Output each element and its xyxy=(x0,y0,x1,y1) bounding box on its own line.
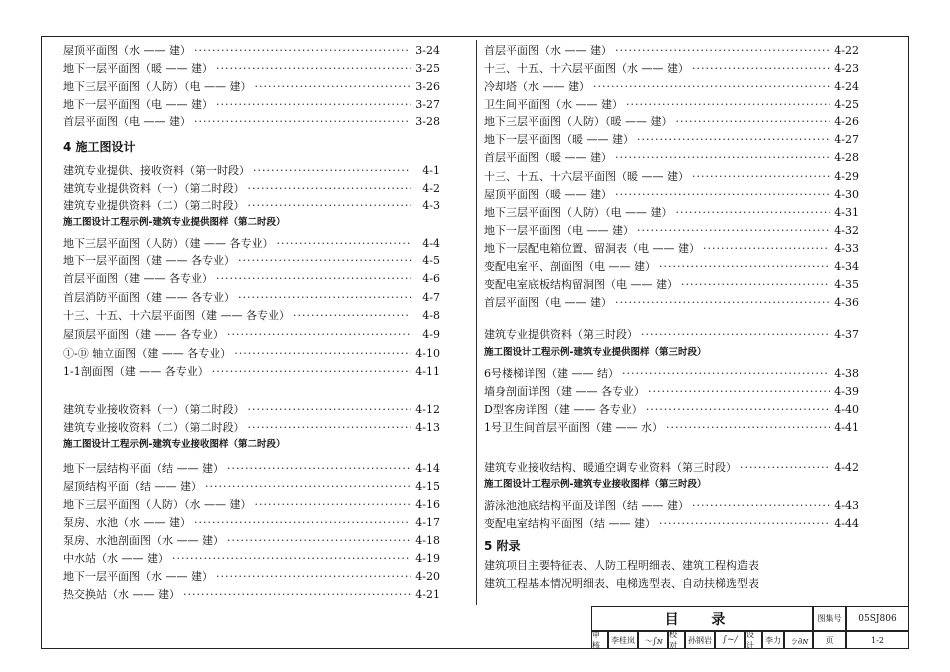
design-signature: ㄅ∂ɴ xyxy=(784,631,813,649)
toc-entry-title: 十三、十五、十六层平面图（建 —— 各专业） xyxy=(63,309,290,322)
dot-leader xyxy=(615,44,830,58)
toc-entry xyxy=(484,151,859,165)
toc-entry-page: 4-12 xyxy=(415,403,440,416)
dot-leader xyxy=(692,170,830,184)
dot-leader xyxy=(692,499,830,513)
dot-leader xyxy=(194,115,411,129)
toc-entry-page: 4-6 xyxy=(422,272,440,285)
subsection-heading xyxy=(63,438,440,452)
toc-entry xyxy=(63,182,440,196)
toc-entry-title: 首层平面图（水 —— 建） xyxy=(484,44,612,57)
dot-leader xyxy=(172,552,411,566)
toc-entry-page: 4-1 xyxy=(422,164,440,177)
subsection-heading xyxy=(484,478,859,492)
dot-leader xyxy=(681,278,830,292)
review-signature: 〜∫ɴ xyxy=(638,631,668,649)
toc-entry-page: 4-8 xyxy=(422,309,440,322)
dot-leader xyxy=(615,188,830,202)
toc-entry-title: 中水站（水 —— 建） xyxy=(63,552,169,565)
toc-entry xyxy=(484,133,859,147)
toc-entry-title: 建筑专业提供资料（第三时段） xyxy=(484,328,638,341)
dot-leader xyxy=(194,44,411,58)
check-label: 校对 xyxy=(668,631,685,649)
toc-entry xyxy=(484,242,859,256)
toc-entry-page: 4-9 xyxy=(422,328,440,341)
toc-entry-title: 施工图设计工程示例-建筑专业提供图样（第二时段） xyxy=(63,217,286,228)
dot-leader xyxy=(253,164,411,178)
toc-entry-title: 屋顶结构平面（结 —— 建） xyxy=(63,480,202,493)
dot-leader xyxy=(277,237,412,251)
toc-entry-title: 首层平面图（暖 —— 建） xyxy=(484,151,612,164)
toc-entry-page: 4-27 xyxy=(834,133,859,146)
toc-entry-title: 游泳池池底结构平面及详图（结 —— 建） xyxy=(484,499,689,512)
toc-entry-page: 4-35 xyxy=(834,278,859,291)
toc-entry xyxy=(63,462,440,476)
dot-leader xyxy=(676,115,831,129)
atlas-number: 05SJ806 xyxy=(846,606,909,631)
dot-leader xyxy=(293,309,411,323)
toc-entry-page: 4-39 xyxy=(834,385,859,398)
toc-entry-title: 泵房、水池（水 —— 建） xyxy=(63,516,191,529)
toc-entry xyxy=(484,385,859,399)
toc-entry-title: 建筑专业接收资料（二）（第二时段） xyxy=(63,421,245,434)
toc-entry-title: 屋顶平面图（水 —— 建） xyxy=(63,44,191,57)
dot-leader xyxy=(646,403,830,417)
dot-leader xyxy=(703,242,830,256)
toc-entry-page: 4-40 xyxy=(834,403,859,416)
toc-entry-title: 地下三层平面图（人防）（电 —— 建） xyxy=(484,206,673,219)
toc-entry-title: 建筑工程基本情况明细表、电梯选型表、自动扶梯选型表 xyxy=(484,577,759,590)
toc-entry xyxy=(63,291,440,305)
dot-leader xyxy=(641,328,830,342)
toc-entry-title: 地下三层平面图（人防）（电 —— 建） xyxy=(63,80,252,93)
dot-leader xyxy=(234,347,411,361)
toc-entry-page: 3-28 xyxy=(415,115,440,128)
dot-leader xyxy=(248,421,412,435)
toc-entry-page: 4-38 xyxy=(834,367,859,380)
toc-entry-page: 4-37 xyxy=(834,328,859,341)
toc-entry-title: ①-Ⓓ 轴立面图（建 —— 各专业） xyxy=(63,347,232,360)
toc-entry xyxy=(484,115,859,129)
toc-entry xyxy=(484,98,859,112)
toc-entry-page: 4-19 xyxy=(415,552,440,565)
toc-entry xyxy=(63,516,440,530)
toc-entry-title: 屋顶层平面图（建 —— 各专业） xyxy=(63,328,224,341)
toc-entry xyxy=(484,499,859,513)
toc-entry-page: 4-28 xyxy=(834,151,859,164)
toc-entry-page: 4-34 xyxy=(834,260,859,273)
toc-entry-title: 地下一层配电箱位置、留洞表（电 —— 建） xyxy=(484,242,700,255)
toc-entry xyxy=(484,278,859,292)
toc-entry-title: 热交换站（水 —— 建） xyxy=(63,588,180,601)
appendix-item xyxy=(484,577,859,591)
toc-entry-page: 3-27 xyxy=(415,98,440,111)
toc-entry xyxy=(63,498,440,512)
toc-entry xyxy=(63,480,440,494)
toc-entry-title: 建筑专业接收资料（一）（第二时段） xyxy=(63,403,245,416)
dot-leader xyxy=(255,80,412,94)
toc-entry-title: D型客房详图（建 —— 各专业） xyxy=(484,403,643,416)
toc-entry-page: 4-2 xyxy=(422,182,440,195)
toc-entry xyxy=(63,62,440,76)
toc-entry-title: 施工图设计工程示例-建筑专业接收图样（第二时段） xyxy=(63,439,286,450)
toc-entry xyxy=(484,170,859,184)
toc-entry-page: 3-24 xyxy=(415,44,440,57)
dot-leader xyxy=(637,224,830,238)
toc-entry-title: 1-1剖面图（建 —— 各专业） xyxy=(63,365,209,378)
dot-leader xyxy=(248,403,412,417)
dot-leader xyxy=(216,272,411,286)
design-label: 设计 xyxy=(745,631,762,649)
toc-entry-title: 变配电室底板结构留洞图（电 —— 建） xyxy=(484,278,678,291)
toc-entry xyxy=(484,296,859,310)
toc-entry xyxy=(484,80,859,94)
toc-entry-title: 建筑专业提供、接收资料（第一时段） xyxy=(63,164,250,177)
toc-entry xyxy=(63,272,440,286)
toc-entry xyxy=(63,570,440,584)
dot-leader xyxy=(659,517,830,531)
toc-entry-page: 4-21 xyxy=(415,588,440,601)
review-name: 李桂岚 xyxy=(608,631,638,649)
dot-leader xyxy=(626,98,830,112)
toc-entry-title: 冷却塔（水 —— 建） xyxy=(484,80,590,93)
toc-entry xyxy=(484,62,859,76)
dot-leader xyxy=(676,206,831,220)
subsection-heading xyxy=(484,346,859,360)
toc-entry xyxy=(484,188,859,202)
dot-leader xyxy=(593,80,830,94)
toc-entry xyxy=(63,44,440,58)
toc-entry-page: 4-24 xyxy=(834,80,859,93)
toc-entry-page: 3-25 xyxy=(415,62,440,75)
toc-entry xyxy=(63,80,440,94)
toc-entry-page: 4-42 xyxy=(834,461,859,474)
toc-entry-page: 4-14 xyxy=(415,462,440,475)
dot-leader xyxy=(216,570,411,584)
toc-entry xyxy=(484,421,859,435)
toc-entry xyxy=(484,44,859,58)
toc-entry-title: 十三、十五、十六层平面图（水 —— 建） xyxy=(484,62,689,75)
sheet-title: 目 录 xyxy=(591,606,813,631)
toc-entry xyxy=(63,552,440,566)
toc-entry-title: 变配电室结构平面图（结 —— 建） xyxy=(484,517,656,530)
toc-entry xyxy=(63,254,440,268)
toc-entry-title: 卫生间平面图（水 —— 建） xyxy=(484,98,623,111)
dot-leader xyxy=(227,328,411,342)
toc-entry-title: 地下一层平面图（暖 —— 建） xyxy=(484,133,634,146)
dot-leader xyxy=(238,254,411,268)
toc-entry xyxy=(63,237,440,251)
dot-leader xyxy=(248,182,412,196)
toc-entry-page: 4-7 xyxy=(422,291,440,304)
toc-entry-page: 4-26 xyxy=(834,115,859,128)
toc-entry-title: 地下一层平面图（电 —— 建） xyxy=(63,98,213,111)
toc-entry-title: 地下三层平面图（人防）（暖 —— 建） xyxy=(484,115,673,128)
review-label: 审核 xyxy=(591,631,608,649)
toc-entry xyxy=(484,224,859,238)
toc-entry-title: 1号卫生间首层平面图（建 —— 水） xyxy=(484,421,663,434)
toc-entry xyxy=(63,199,440,213)
toc-entry-title: 地下一层平面图（暖 —— 建） xyxy=(63,62,213,75)
toc-entry xyxy=(63,164,440,178)
toc-entry xyxy=(63,309,440,323)
toc-entry-page: 4-18 xyxy=(415,534,440,547)
dot-leader xyxy=(216,62,411,76)
toc-entry xyxy=(63,328,440,342)
toc-entry-title: 4 施工图设计 xyxy=(63,140,136,154)
toc-entry-page: 4-20 xyxy=(415,570,440,583)
toc-entry xyxy=(484,403,859,417)
dot-leader xyxy=(194,516,411,530)
dot-leader xyxy=(227,534,411,548)
title-block xyxy=(591,606,909,649)
check-signature: ∫~∕ xyxy=(715,631,745,649)
dot-leader xyxy=(205,480,411,494)
toc-entry xyxy=(484,206,859,220)
dot-leader xyxy=(666,421,830,435)
toc-entry-title: 建筑项目主要特征表、人防工程明细表、建筑工程构造表 xyxy=(484,559,759,572)
toc-entry-page: 4-3 xyxy=(422,199,440,212)
toc-entry xyxy=(484,260,859,274)
toc-entry xyxy=(63,403,440,417)
toc-entry-page: 4-16 xyxy=(415,498,440,511)
toc-entry-page: 4-43 xyxy=(834,499,859,512)
toc-entry-title: 施工图设计工程示例-建筑专业提供图样（第三时段） xyxy=(484,347,707,358)
toc-entry-page: 4-29 xyxy=(834,170,859,183)
toc-entry-title: 墙身剖面详图（建 —— 各专业） xyxy=(484,385,645,398)
toc-entry xyxy=(484,328,859,342)
toc-entry-title: 泵房、水池剖面图（水 —— 建） xyxy=(63,534,224,547)
toc-entry-title: 首层平面图（建 —— 各专业） xyxy=(63,272,213,285)
toc-entry xyxy=(63,115,440,129)
toc-entry-title: 地下一层平面图（水 —— 建） xyxy=(63,570,213,583)
toc-entry-page: 4-25 xyxy=(834,98,859,111)
subsection-heading xyxy=(63,216,440,230)
dot-leader xyxy=(692,62,830,76)
dot-leader xyxy=(637,133,830,147)
toc-entry-page: 4-11 xyxy=(415,365,440,378)
toc-entry xyxy=(63,365,440,379)
toc-entry-title: 变配电室平、剖面图（电 —— 建） xyxy=(484,260,656,273)
dot-leader xyxy=(740,461,830,475)
toc-entry-title: 5 附录 xyxy=(484,539,521,553)
section-heading xyxy=(63,140,440,154)
toc-entry-title: 建筑专业提供资料（一）（第二时段） xyxy=(63,182,245,195)
dot-leader xyxy=(216,98,411,112)
dot-leader xyxy=(248,199,412,213)
page-label: 页 xyxy=(813,631,846,649)
dot-leader xyxy=(615,151,830,165)
toc-entry-title: 屋顶平面图（暖 —— 建） xyxy=(484,188,612,201)
appendix-item xyxy=(484,559,859,573)
toc-entry-title: 6号楼梯详图（建 —— 结） xyxy=(484,367,619,380)
check-name: 孙钢岩 xyxy=(685,631,715,649)
toc-entry xyxy=(63,421,440,435)
toc-entry-title: 施工图设计工程示例-建筑专业接收图样（第三时段） xyxy=(484,479,707,490)
toc-entry xyxy=(63,98,440,112)
toc-entry-title: 地下三层平面图（人防）（建 —— 各专业） xyxy=(63,237,274,250)
toc-entry-page: 4-15 xyxy=(415,480,440,493)
toc-entry-page: 4-5 xyxy=(422,254,440,267)
toc-entry-page: 4-4 xyxy=(422,237,440,250)
toc-entry-title: 十三、十五、十六层平面图（暖 —— 建） xyxy=(484,170,689,183)
toc-entry-page: 4-30 xyxy=(834,188,859,201)
toc-entry-page: 4-22 xyxy=(834,44,859,57)
toc-entry-page: 4-41 xyxy=(834,421,859,434)
design-name: 李力 xyxy=(762,631,784,649)
toc-entry xyxy=(484,367,859,381)
toc-entry-page: 4-36 xyxy=(834,296,859,309)
page-number: 1-2 xyxy=(846,631,909,649)
dot-leader xyxy=(183,588,411,602)
dot-leader xyxy=(648,385,830,399)
toc-entry-page: 3-26 xyxy=(415,80,440,93)
toc-entry-page: 4-33 xyxy=(834,242,859,255)
toc-entry-title: 地下一层平面图（电 —— 建） xyxy=(484,224,634,237)
dot-leader xyxy=(659,260,830,274)
toc-entry xyxy=(63,347,440,361)
dot-leader xyxy=(615,296,830,310)
toc-entry xyxy=(63,588,440,602)
toc-entry-page: 4-32 xyxy=(834,224,859,237)
toc-entry-title: 地下三层平面图（人防）（水 —— 建） xyxy=(63,498,252,511)
dot-leader xyxy=(227,462,411,476)
dot-leader xyxy=(238,291,411,305)
dot-leader xyxy=(212,365,411,379)
toc-entry-page: 4-23 xyxy=(834,62,859,75)
toc-entry-title: 首层平面图（电 —— 建） xyxy=(484,296,612,309)
toc-entry-title: 建筑专业提供资料（二）（第二时段） xyxy=(63,199,245,212)
toc-entry-page: 4-44 xyxy=(834,517,859,530)
dot-leader xyxy=(255,498,412,512)
toc-entry xyxy=(484,461,859,475)
atlas-label: 图集号 xyxy=(813,606,846,631)
dot-leader xyxy=(622,367,830,381)
toc-entry xyxy=(484,517,859,531)
toc-entry-title: 首层消防平面图（建 —— 各专业） xyxy=(63,291,235,304)
toc-entry-page: 4-10 xyxy=(415,347,440,360)
toc-entry-page: 4-13 xyxy=(415,421,440,434)
toc-entry xyxy=(63,534,440,548)
toc-entry-title: 地下一层平面图（建 —— 各专业） xyxy=(63,254,235,267)
toc-entry-title: 建筑专业接收结构、暖通空调专业资料（第三时段） xyxy=(484,461,737,474)
toc-entry-title: 地下一层结构平面（结 —— 建） xyxy=(63,462,224,475)
section-heading xyxy=(484,539,859,553)
toc-entry-page: 4-31 xyxy=(834,206,859,219)
toc-entry-page: 4-17 xyxy=(415,516,440,529)
column-divider xyxy=(476,40,477,605)
toc-entry-title: 首层平面图（电 —— 建） xyxy=(63,115,191,128)
